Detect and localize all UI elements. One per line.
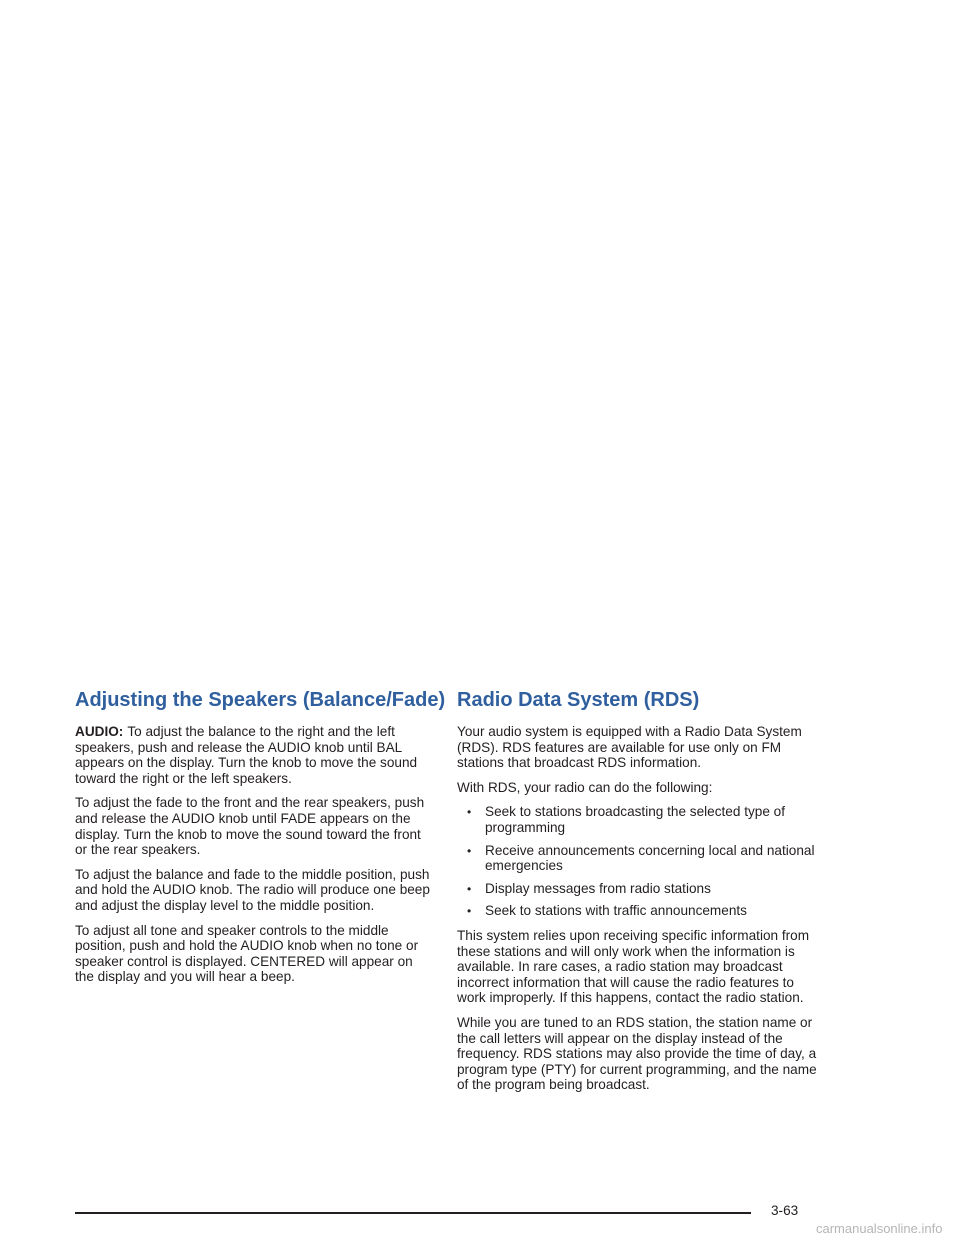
audio-paragraph-text: To adjust the balance to the right and the left speakers, push and release the AUDIO knob until BAL appears on the display. Turn the knob to move the sound toward the right or the left speakers. (75, 724, 418, 786)
bullet-icon: • (467, 904, 472, 919)
bullet-icon: • (467, 881, 472, 896)
balance-fade-section (75, 688, 446, 994)
fade-paragraph: To adjust the fade to the front and the rear speakers, push and release the AUDIO knob until FADE appears on the display. Turn the knob to move the sound toward the front or the rear speakers. (75, 795, 425, 858)
footer-rule (75, 1212, 751, 1214)
list-item: • Seek to stations with traffic announcements (467, 903, 747, 919)
bullet-icon: • (467, 805, 472, 820)
rds-section (457, 688, 817, 1102)
list-item: • Display messages from radio stations (467, 880, 711, 896)
rds-intro-paragraph: Your audio system is equipped with a Radio Data System (RDS). RDS features are available for use only on FM stations that broadcast RDS information. (457, 724, 802, 771)
audio-paragraph (75, 724, 435, 786)
middle-position-paragraph: To adjust the balance and fade to the middle position, push and hold the AUDIO knob. The radio will produce one beep and adjust the display level to the middle position. (75, 866, 430, 913)
page-number: 3-63 (771, 1203, 799, 1218)
rds-station-paragraph: While you are tuned to an RDS station, the station name or the call letters will appear on the display instead of the frequency. RDS stations may also provide the time of day, a program type (PTY) for current programming, and the name of the program being broadcast. (457, 1014, 817, 1093)
audio-label: AUDIO: (75, 724, 124, 739)
balance-fade-heading: Adjusting the Speakers (Balance/Fade) (75, 689, 446, 711)
rds-list-intro: With RDS, your radio can do the following: (457, 779, 713, 795)
rds-reliance-paragraph: This system relies upon receiving specific information from these stations and will only work when the information is available. In rare cases, a radio station may broadcast incorrect information that will cause the radio features to work improperly. If this happens, contact the radio station. (457, 927, 810, 1006)
centered-paragraph: To adjust all tone and speaker controls to the middle position, push and hold the AUDIO knob when no tone or speaker control is displayed. CENTERED will appear on the display and you will hear a beep. (75, 922, 419, 985)
rds-feature-list (457, 804, 817, 919)
bullet-icon: • (467, 843, 472, 858)
watermark: carmanualsonline.info (816, 1221, 943, 1236)
rds-heading: Radio Data System (RDS) (457, 689, 700, 711)
list-item: • Receive announcements concerning local and national emergencies (467, 842, 815, 874)
list-item: • Seek to stations broadcasting the selected type of programming (467, 804, 786, 835)
